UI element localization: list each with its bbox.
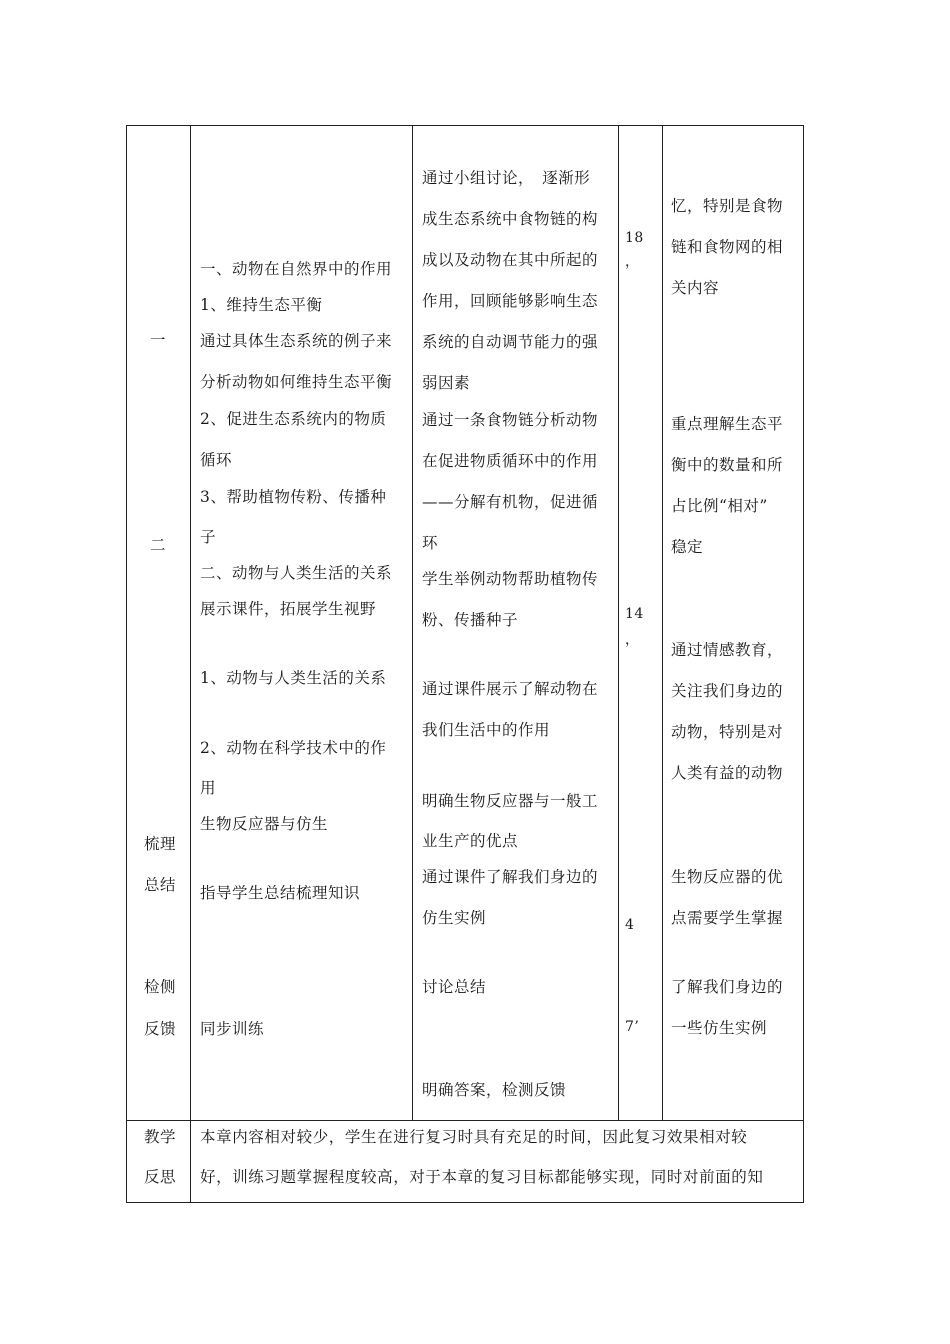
activity-line: 在促进物质循环中的作用 [422, 452, 599, 470]
row-divider [127, 1120, 803, 1121]
intent-line: 了解我们身边的 [671, 978, 784, 996]
content-line: 一、动物在自然界中的作用 [200, 260, 393, 278]
content-line: 1、动物与人类生活的关系 [200, 669, 387, 687]
intent-line: 一些仿生实例 [671, 1019, 768, 1037]
intent-line: 重点理解生态平 [671, 415, 784, 433]
time-value: 18 [625, 230, 644, 246]
activity-line: 环 [422, 534, 439, 552]
col-divider-2 [412, 126, 413, 1120]
content-line: 用 [200, 779, 217, 797]
col-divider-3 [618, 126, 619, 1120]
content-line: 生物反应器与仿生 [200, 815, 329, 833]
intent-line: 动物，特别是对 [671, 723, 784, 741]
reflection-divider [190, 1120, 191, 1202]
activity-line: 通过课件了解我们身边的 [422, 868, 599, 886]
activity-line: 通过小组讨论， 逐渐形 [422, 169, 591, 187]
check-label-2: 反馈 [144, 1020, 177, 1038]
content-line: 3、帮助植物传粉、传播种 [200, 488, 387, 506]
col-divider-4 [662, 126, 663, 1120]
content-line: 二、动物与人类生活的关系 [200, 564, 393, 582]
time-mark: ， [625, 632, 640, 648]
intent-line: 通过情感教育， [671, 641, 784, 659]
activity-line: 弱因素 [422, 374, 471, 392]
section-label-2: 二 [150, 536, 167, 554]
intent-line: 点需要学生掌握 [671, 909, 784, 927]
intent-line: 衡中的数量和所 [671, 456, 784, 474]
content-line: 展示课件，拓展学生视野 [200, 600, 377, 618]
time-value: 7’ [625, 1019, 640, 1035]
summary-label-1: 梳理 [144, 835, 177, 853]
content-line: 分析动物如何维持生态平衡 [200, 373, 393, 391]
reflection-text-line-1: 本章内容相对较少，学生在进行复习时具有充足的时间，因此复习效果相对较 [200, 1128, 748, 1146]
time-mark: ， [625, 254, 640, 270]
activity-line: 通过课件展示了解动物在 [422, 680, 599, 698]
time-value: 14 [625, 606, 644, 622]
content-line: 子 [200, 528, 217, 546]
activity-line: 明确答案，检测反馈 [422, 1081, 567, 1099]
activity-line: 业生产的优点 [422, 832, 519, 850]
col-divider-1 [190, 126, 191, 1120]
activity-line: 作用，回顾能够影响生态 [422, 292, 599, 310]
intent-line: 忆，特别是食物 [671, 197, 784, 215]
activity-line: ——分解有机物，促进循 [422, 493, 599, 511]
intent-line: 占比例“相对” [671, 497, 768, 515]
activity-line: 讨论总结 [422, 978, 487, 996]
reflection-label-1: 教学 [144, 1128, 177, 1146]
content-line: 通过具体生态系统的例子来 [200, 332, 393, 350]
activity-line: 粉、传播种子 [422, 611, 519, 629]
check-label-1: 检侧 [144, 978, 177, 996]
intent-line: 关注我们身边的 [671, 682, 784, 700]
time-value: 4 [625, 917, 635, 933]
intent-line: 生物反应器的优 [671, 868, 784, 886]
activity-line: 我们生活中的作用 [422, 721, 551, 739]
intent-line: 人类有益的动物 [671, 764, 784, 782]
content-line: 1、维持生态平衡 [200, 296, 323, 314]
summary-label-2: 总结 [144, 876, 177, 894]
content-line: 2、动物在科学技术中的作 [200, 739, 387, 757]
section-label-1: 一 [150, 331, 167, 349]
reflection-label-2: 反思 [144, 1168, 177, 1186]
intent-line: 链和食物网的相 [671, 238, 784, 256]
activity-line: 成生态系统中食物链的构 [422, 210, 599, 228]
content-line: 同步训练 [200, 1020, 265, 1038]
activity-line: 学生举例动物帮助植物传 [422, 570, 599, 588]
content-line: 循环 [200, 451, 233, 469]
activity-line: 成以及动物在其中所起的 [422, 251, 599, 269]
intent-line: 稳定 [671, 538, 704, 556]
reflection-text-line-2: 好，训练习题掌握程度较高，对于本章的复习目标都能够实现，同时对前面的知 [200, 1168, 764, 1186]
activity-line: 系统的自动调节能力的强 [422, 333, 599, 351]
activity-line: 仿生实例 [422, 909, 487, 927]
activity-line: 通过一条食物链分析动物 [422, 411, 599, 429]
content-line: 指导学生总结梳理知识 [200, 884, 361, 902]
intent-line: 关内容 [671, 279, 720, 297]
activity-line: 明确生物反应器与一般工 [422, 792, 599, 810]
content-line: 2、促进生态系统内的物质 [200, 410, 387, 428]
